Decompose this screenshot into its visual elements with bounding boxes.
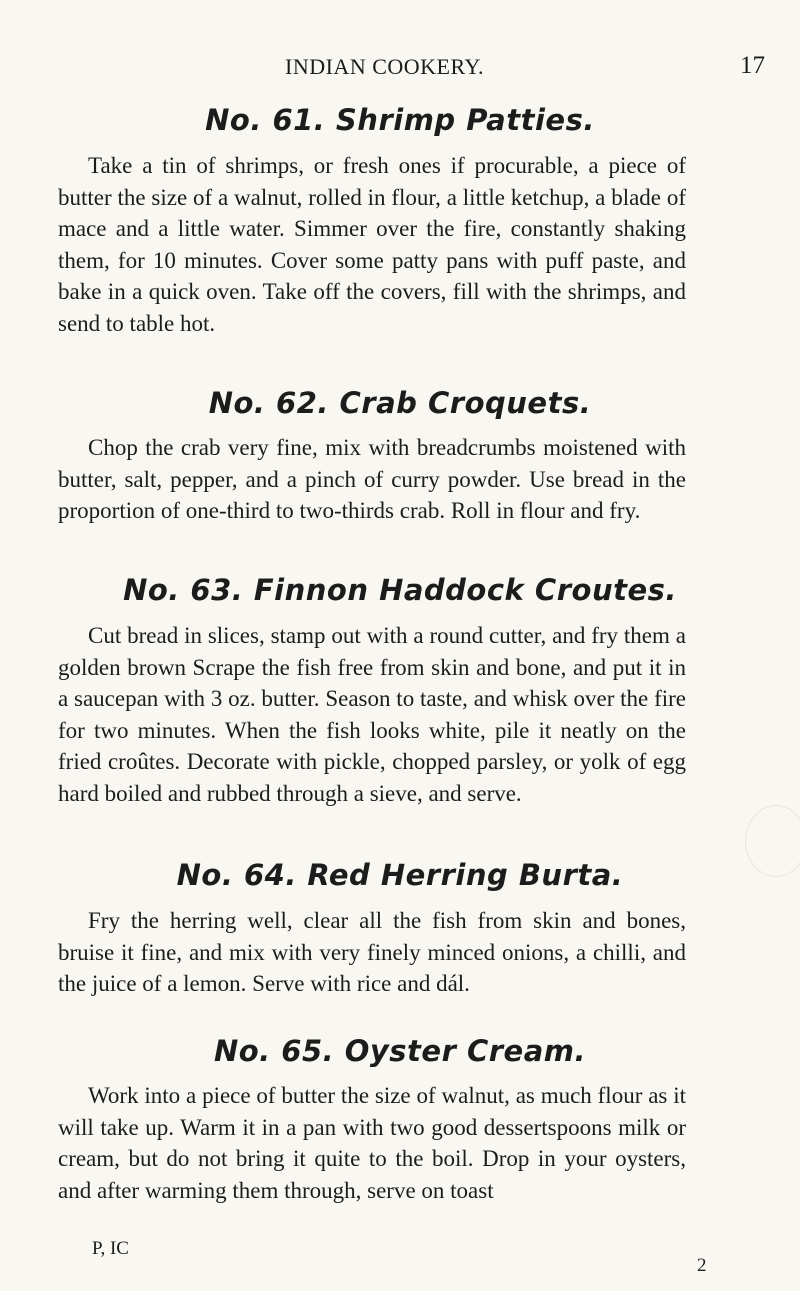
recipe-body-63: Cut bread in slices, stamp out with a round cutter, and fry them a golden brown Scrape the fish free from skin and bone, and put it in a saucepan with 3 oz. butter. Season to taste, and whisk over the fire for two minutes. When the fish looks white, pile it neatly on the fried croûtes. Decorate with pickle, chopped parsley, or yolk of egg hard boiled and rubbed through a sieve, and serve.	[58, 623, 686, 806]
recipe-title-62: No. 62. Crab Croquets.	[208, 386, 592, 420]
recipe-body-61: Take a tin of shrimps, or fresh ones if procurable, a piece of butter the size of a walnut, rolled in flour, a little ketchup, a blade of mace and a little water. Simmer over the fire, constantly shaking them, for 10 minutes. Cover some patty pans with puff paste, and bake in a quick oven. Take off the covers, fill with the shrimps, and send to table hot.	[58, 153, 686, 336]
page-number: 17	[740, 52, 765, 79]
recipe-title-63: No. 63. Finnon Haddock Croutes.	[123, 573, 677, 607]
recipe-title-61: No. 61. Shrimp Patties.	[205, 103, 595, 137]
signature-number: 2	[697, 1255, 707, 1276]
running-head	[0, 50, 800, 84]
recipe-title-64: No. 64. Red Herring Burta.	[176, 858, 624, 892]
printer-signature: P, IC	[92, 1238, 129, 1259]
running-title: INDIAN COOKERY.	[285, 54, 484, 79]
recipe-body-64: Fry the herring well, clear all the fish from skin and bones, bruise it fine, and mix with very finely minced onions, a chilli, and the juice of a lemon. Serve with rice and dál.	[58, 908, 686, 996]
paper-stain	[745, 805, 800, 877]
recipe-body-62: Chop the crab very fine, mix with breadcrumbs moistened with butter, salt, pepper, and a pinch of curry powder. Use bread in the proportion of one-third to two-thirds crab. Roll in flour and fry.	[58, 435, 686, 523]
recipe-title-65: No. 65. Oyster Cream.	[213, 1034, 587, 1068]
recipe-body-65: Work into a piece of butter the size of walnut, as much flour as it will take up. Warm it in a pan with two good dessertspoons milk or cream, but do not bring it quite to the boil. Drop in your oysters, and after warming them through, serve on toast	[58, 1083, 686, 1203]
